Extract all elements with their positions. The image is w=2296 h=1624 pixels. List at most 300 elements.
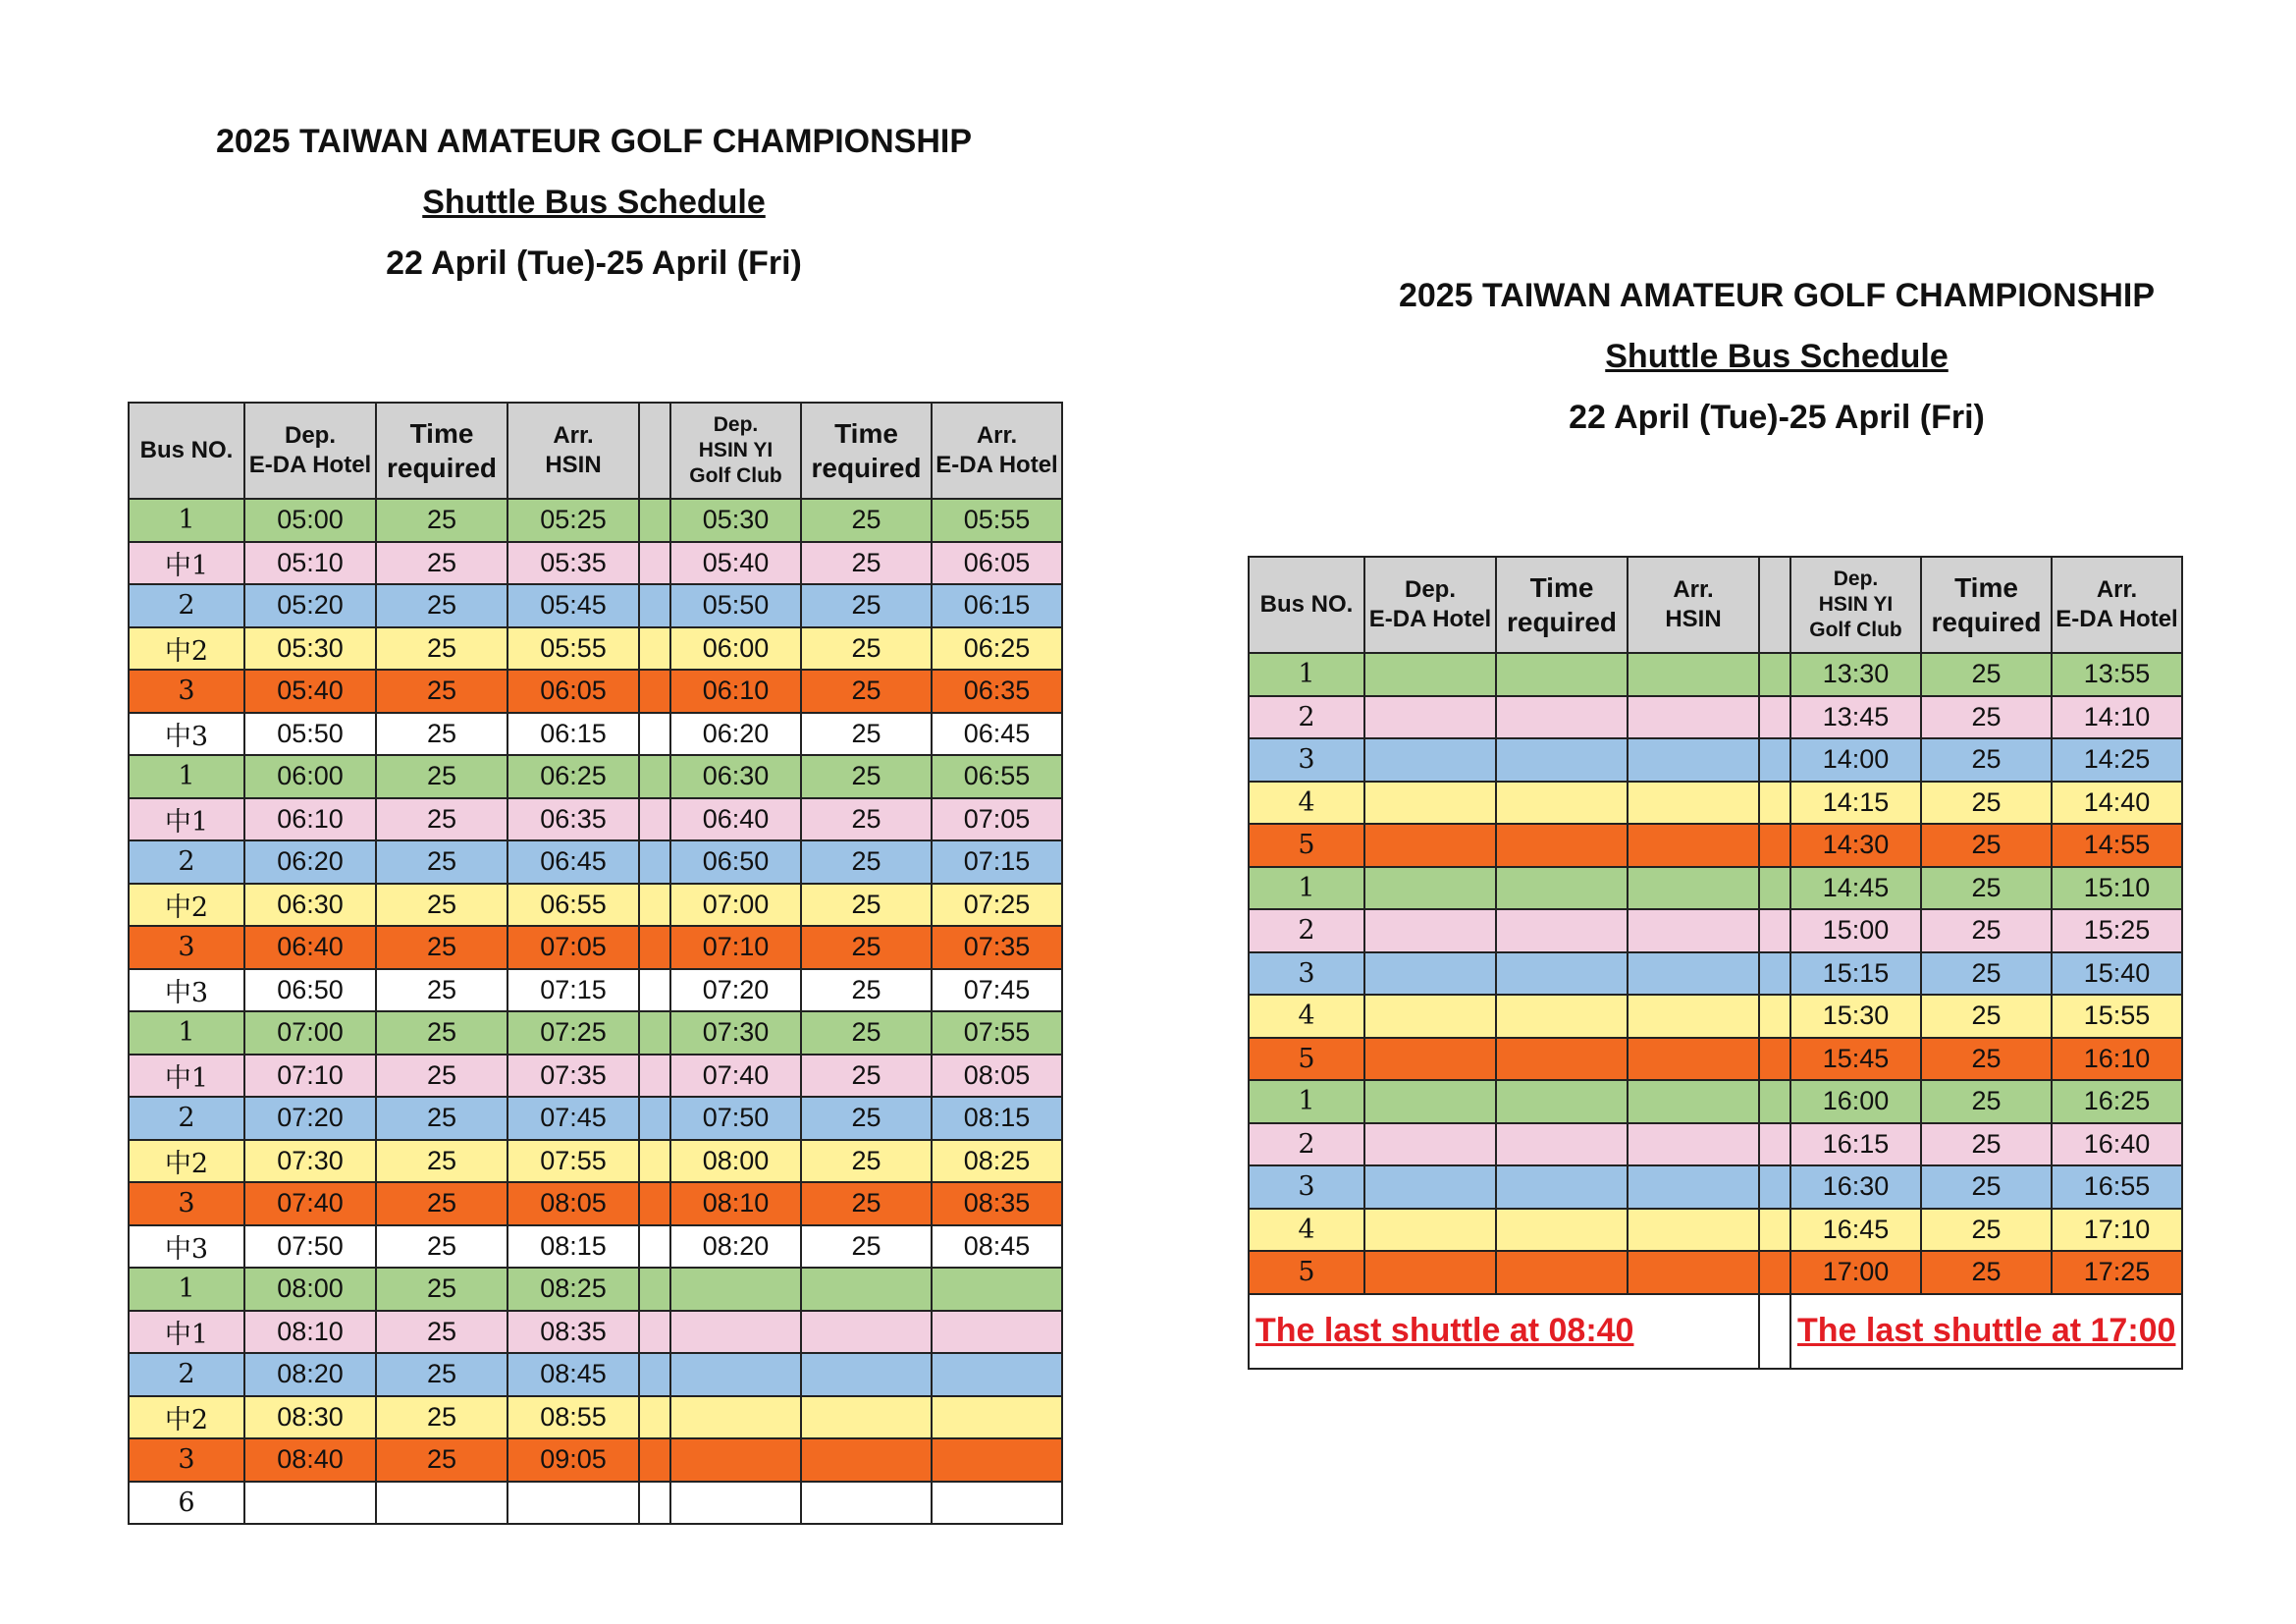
header-dep-hsinyi: Dep. HSIN YI Golf Club [1790,557,1921,653]
arr-eda-cell: 14:55 [2052,824,2182,867]
header-arr-hsin: Arr. HSIN [507,403,639,499]
arr-eda-cell: 07:55 [932,1011,1062,1055]
time-required-cell [1496,738,1628,782]
spacer-cell [639,969,670,1012]
time-required-return-cell: 25 [801,798,932,841]
arr-eda-cell: 07:25 [932,884,1062,927]
dep-hsinyi-cell [670,1353,801,1396]
bus-number-cell: 2 [129,1097,244,1140]
timetable-left [128,402,1063,1525]
time-required-cell: 25 [376,584,507,627]
spacer-cell [1759,782,1790,825]
dep-hsinyi-cell: 08:10 [670,1182,801,1225]
bus-number-cell: 3 [129,670,244,713]
time-required-return-cell: 25 [1921,1080,2052,1123]
table-row [1249,738,2182,782]
header-arr-eda: Arr. E-DA Hotel [2052,557,2182,653]
dep-eda-cell: 06:00 [244,755,376,798]
time-required-return-cell: 25 [801,584,932,627]
table-row [129,1482,1062,1525]
header-dep-eda: Dep. E-DA Hotel [1364,557,1496,653]
arr-hsin-cell: 05:45 [507,584,639,627]
arr-eda-cell: 15:55 [2052,995,2182,1038]
title-block-left [54,111,1134,294]
bus-number-cell: 4 [1249,995,1364,1038]
dep-eda-cell: 06:40 [244,926,376,969]
arr-eda-cell: 07:15 [932,840,1062,884]
arr-eda-cell: 07:05 [932,798,1062,841]
header-bus-no: Bus NO. [129,403,244,499]
bus-number-cell: 1 [129,1011,244,1055]
time-required-cell: 25 [376,542,507,585]
bus-number-cell: 3 [129,926,244,969]
dep-hsinyi-cell [670,1268,801,1311]
dep-eda-cell: 06:10 [244,798,376,841]
time-required-cell [1496,1080,1628,1123]
table-row [129,1182,1062,1225]
dep-hsinyi-cell [670,1482,801,1525]
time-required-return-cell: 25 [801,1011,932,1055]
table-row [1249,1038,2182,1081]
arr-hsin-cell [1628,1165,1759,1209]
time-required-return-cell: 25 [801,969,932,1012]
time-required-cell: 25 [376,713,507,756]
arr-hsin-cell [1628,653,1759,696]
dep-hsinyi-cell: 07:20 [670,969,801,1012]
time-required-cell [1496,867,1628,910]
dep-eda-cell: 08:10 [244,1311,376,1354]
arr-eda-cell: 06:55 [932,755,1062,798]
dep-eda-cell: 08:20 [244,1353,376,1396]
dep-eda-cell: 06:20 [244,840,376,884]
time-required-return-cell: 25 [1921,867,2052,910]
bus-number-cell: 中3 [129,1225,244,1269]
date-range: 22 April (Tue)-25 April (Fri) [1569,399,1985,436]
arr-hsin-cell [1628,1038,1759,1081]
arr-hsin-cell [1628,1209,1759,1252]
header-row [1249,557,2182,653]
spacer-cell [639,1353,670,1396]
spacer-cell [639,798,670,841]
time-required-return-cell: 25 [801,926,932,969]
time-required-return-cell: 25 [801,884,932,927]
arr-eda-cell: 06:05 [932,542,1062,585]
time-required-cell: 25 [376,1353,507,1396]
time-required-return-cell [801,1438,932,1482]
time-required-return-cell [801,1482,932,1525]
time-required-return-cell: 25 [801,1097,932,1140]
dep-hsinyi-cell: 05:30 [670,499,801,542]
arr-hsin-cell: 08:05 [507,1182,639,1225]
dep-hsinyi-cell: 07:40 [670,1055,801,1098]
dep-hsinyi-cell: 15:45 [1790,1038,1921,1081]
table-row [129,584,1062,627]
time-required-return-cell [801,1311,932,1354]
dep-eda-cell [244,1482,376,1525]
table-row [1249,952,2182,996]
time-required-cell: 25 [376,670,507,713]
table-row [129,542,1062,585]
arr-hsin-cell: 06:15 [507,713,639,756]
table-row [1249,782,2182,825]
bus-number-cell: 中3 [129,713,244,756]
dep-eda-cell [1364,867,1496,910]
table-row [129,840,1062,884]
spacer-cell [639,755,670,798]
dep-hsinyi-cell: 13:45 [1790,696,1921,739]
time-required-cell [1496,995,1628,1038]
arr-eda-cell: 13:55 [2052,653,2182,696]
arr-eda-cell: 06:35 [932,670,1062,713]
arr-eda-cell: 08:35 [932,1182,1062,1225]
dep-hsinyi-cell: 06:50 [670,840,801,884]
arr-hsin-cell: 07:55 [507,1140,639,1183]
table-row [129,1311,1062,1354]
arr-hsin-cell [1628,867,1759,910]
time-required-cell [1496,824,1628,867]
table-row [129,670,1062,713]
dep-hsinyi-cell: 06:40 [670,798,801,841]
arr-hsin-cell [1628,782,1759,825]
dep-eda-cell: 05:50 [244,713,376,756]
time-required-return-cell: 25 [801,627,932,671]
time-required-return-cell: 25 [801,542,932,585]
dep-hsinyi-cell: 14:30 [1790,824,1921,867]
arr-hsin-cell: 06:45 [507,840,639,884]
arr-hsin-cell [507,1482,639,1525]
spacer-cell [1759,1251,1790,1294]
spacer-cell [639,1482,670,1525]
arr-hsin-cell [1628,824,1759,867]
dep-hsinyi-cell: 16:45 [1790,1209,1921,1252]
event-title: 2025 TAIWAN AMATEUR GOLF CHAMPIONSHIP [1398,277,2156,314]
spacer-cell [1759,653,1790,696]
arr-eda-cell: 08:25 [932,1140,1062,1183]
time-required-cell [1496,1251,1628,1294]
bus-number-cell: 中2 [129,627,244,671]
dep-hsinyi-cell [670,1438,801,1482]
table-row [129,1140,1062,1183]
spacer-cell [639,884,670,927]
spacer-cell [639,1011,670,1055]
spacer-cell [639,1311,670,1354]
table-row [129,1268,1062,1311]
arr-hsin-cell: 07:25 [507,1011,639,1055]
spacer-cell [1759,696,1790,739]
arr-hsin-cell [1628,909,1759,952]
dep-eda-cell: 07:10 [244,1055,376,1098]
time-required-cell: 25 [376,1225,507,1269]
table-row [129,926,1062,969]
header-time-required: Time required [1496,557,1628,653]
bus-number-cell: 1 [1249,867,1364,910]
dep-hsinyi-cell: 06:10 [670,670,801,713]
dep-hsinyi-cell: 17:00 [1790,1251,1921,1294]
dep-eda-cell [1364,1209,1496,1252]
dep-eda-cell [1364,909,1496,952]
arr-eda-cell: 06:45 [932,713,1062,756]
spacer-cell [1759,738,1790,782]
bus-number-cell: 2 [129,1353,244,1396]
table-row [129,884,1062,927]
header-arr-hsin: Arr. HSIN [1628,557,1759,653]
arr-hsin-cell: 08:55 [507,1396,639,1439]
time-required-cell [1496,952,1628,996]
bus-number-cell: 中1 [129,798,244,841]
event-title: 2025 TAIWAN AMATEUR GOLF CHAMPIONSHIP [215,123,973,160]
arr-eda-cell: 14:40 [2052,782,2182,825]
bus-number-cell: 中1 [129,1311,244,1354]
arr-hsin-cell [1628,1080,1759,1123]
dep-eda-cell: 08:00 [244,1268,376,1311]
arr-hsin-cell: 06:35 [507,798,639,841]
bus-number-cell: 1 [129,1268,244,1311]
bus-number-cell: 1 [129,755,244,798]
time-required-cell [376,1482,507,1525]
spacer-cell [639,499,670,542]
last-shuttle-spacer [1759,1294,1790,1369]
arr-eda-cell: 06:15 [932,584,1062,627]
last-shuttle-outbound: The last shuttle at 08:40 [1249,1294,1759,1369]
spacer-cell [639,1225,670,1269]
time-required-return-cell [801,1396,932,1439]
time-required-return-cell: 25 [801,1225,932,1269]
dep-eda-cell: 08:40 [244,1438,376,1482]
arr-eda-cell: 06:25 [932,627,1062,671]
bus-number-cell: 6 [129,1482,244,1525]
header-time-required-return: Time required [801,403,932,499]
dep-eda-cell: 05:10 [244,542,376,585]
spacer-cell [1759,1209,1790,1252]
dep-hsinyi-cell: 06:30 [670,755,801,798]
arr-eda-cell: 15:10 [2052,867,2182,910]
schedule-subtitle: Shuttle Bus Schedule [422,184,766,221]
spacer-cell [1759,824,1790,867]
time-required-return-cell: 25 [1921,995,2052,1038]
header-spacer [639,403,670,499]
bus-number-cell: 5 [1249,1038,1364,1081]
table-row [129,1396,1062,1439]
header-dep-hsinyi: Dep. HSIN YI Golf Club [670,403,801,499]
bus-number-cell: 1 [1249,653,1364,696]
dep-hsinyi-cell: 06:20 [670,713,801,756]
time-required-return-cell: 25 [1921,738,2052,782]
dep-eda-cell: 06:50 [244,969,376,1012]
bus-number-cell: 2 [1249,909,1364,952]
spacer-cell [1759,1038,1790,1081]
table-row [129,1438,1062,1482]
dep-eda-cell: 07:30 [244,1140,376,1183]
arr-eda-cell: 07:35 [932,926,1062,969]
dep-hsinyi-cell: 15:15 [1790,952,1921,996]
bus-number-cell: 3 [1249,1165,1364,1209]
arr-eda-cell: 16:55 [2052,1165,2182,1209]
arr-hsin-cell: 08:15 [507,1225,639,1269]
spacer-cell [1759,995,1790,1038]
time-required-return-cell: 25 [1921,782,2052,825]
dep-hsinyi-cell: 15:00 [1790,909,1921,952]
time-required-return-cell: 25 [801,713,932,756]
arr-eda-cell: 17:10 [2052,1209,2182,1252]
arr-hsin-cell: 07:35 [507,1055,639,1098]
dep-hsinyi-cell: 13:30 [1790,653,1921,696]
bus-number-cell: 中2 [129,884,244,927]
spacer-cell [639,670,670,713]
table-row [1249,1209,2182,1252]
time-required-return-cell: 25 [1921,1165,2052,1209]
arr-hsin-cell: 05:55 [507,627,639,671]
time-required-return-cell: 25 [1921,824,2052,867]
arr-hsin-cell [1628,738,1759,782]
table-row [1249,1165,2182,1209]
time-required-cell [1496,696,1628,739]
time-required-cell [1496,782,1628,825]
date-range: 22 April (Tue)-25 April (Fri) [386,244,802,282]
time-required-cell: 25 [376,627,507,671]
arr-eda-cell: 08:45 [932,1225,1062,1269]
spacer-cell [639,542,670,585]
table-row [129,627,1062,671]
arr-eda-cell: 17:25 [2052,1251,2182,1294]
spacer-cell [639,1182,670,1225]
spacer-cell [639,584,670,627]
dep-eda-cell [1364,952,1496,996]
arr-eda-cell: 15:25 [2052,909,2182,952]
spacer-cell [639,1268,670,1311]
dep-eda-cell: 07:20 [244,1097,376,1140]
last-shuttle-return: The last shuttle at 17:00 [1790,1294,2182,1369]
header-bus-no: Bus NO. [1249,557,1364,653]
dep-eda-cell [1364,782,1496,825]
time-required-cell: 25 [376,884,507,927]
spacer-cell [639,926,670,969]
arr-hsin-cell: 07:45 [507,1097,639,1140]
time-required-cell: 25 [376,1182,507,1225]
arr-eda-cell [932,1311,1062,1354]
arr-eda-cell: 15:40 [2052,952,2182,996]
bus-number-cell: 2 [1249,1123,1364,1166]
dep-hsinyi-cell: 14:00 [1790,738,1921,782]
bus-number-cell: 中1 [129,1055,244,1098]
arr-hsin-cell: 07:05 [507,926,639,969]
arr-eda-cell: 07:45 [932,969,1062,1012]
arr-eda-cell [932,1438,1062,1482]
dep-eda-cell: 07:00 [244,1011,376,1055]
arr-hsin-cell: 05:35 [507,542,639,585]
table-row [1249,696,2182,739]
table-row [1249,995,2182,1038]
time-required-return-cell: 25 [1921,1251,2052,1294]
spacer-cell [639,627,670,671]
time-required-cell: 25 [376,926,507,969]
table-row [129,499,1062,542]
time-required-cell: 25 [376,1140,507,1183]
table-row [1249,1251,2182,1294]
time-required-cell: 25 [376,1055,507,1098]
dep-eda-cell [1364,1123,1496,1166]
dep-eda-cell [1364,1080,1496,1123]
arr-hsin-cell: 06:55 [507,884,639,927]
spacer-cell [639,1097,670,1140]
bus-number-cell: 1 [1249,1080,1364,1123]
arr-hsin-cell: 08:45 [507,1353,639,1396]
dep-eda-cell: 07:40 [244,1182,376,1225]
bus-number-cell: 3 [129,1438,244,1482]
arr-eda-cell [932,1268,1062,1311]
dep-eda-cell [1364,696,1496,739]
time-required-return-cell: 25 [801,670,932,713]
time-required-cell [1496,909,1628,952]
time-required-return-cell: 25 [1921,1123,2052,1166]
time-required-return-cell: 25 [801,1182,932,1225]
arr-hsin-cell: 06:25 [507,755,639,798]
spacer-cell [639,713,670,756]
header-row [129,403,1062,499]
arr-hsin-cell [1628,1251,1759,1294]
spacer-cell [1759,909,1790,952]
time-required-return-cell: 25 [1921,909,2052,952]
arr-eda-cell: 14:10 [2052,696,2182,739]
time-required-cell: 25 [376,840,507,884]
bus-number-cell: 4 [1249,782,1364,825]
time-required-return-cell: 25 [801,499,932,542]
arr-eda-cell: 16:10 [2052,1038,2182,1081]
dep-hsinyi-cell [670,1396,801,1439]
bus-number-cell: 4 [1249,1209,1364,1252]
dep-eda-cell [1364,824,1496,867]
table-row [129,1011,1062,1055]
bus-number-cell: 2 [129,584,244,627]
dep-eda-cell: 05:40 [244,670,376,713]
dep-hsinyi-cell: 16:15 [1790,1123,1921,1166]
dep-hsinyi-cell: 08:00 [670,1140,801,1183]
time-required-return-cell: 25 [1921,1038,2052,1081]
time-required-cell: 25 [376,798,507,841]
bus-number-cell: 5 [1249,824,1364,867]
header-arr-eda: Arr. E-DA Hotel [932,403,1062,499]
table-row [129,1097,1062,1140]
header-spacer [1759,557,1790,653]
bus-number-cell: 3 [1249,952,1364,996]
time-required-return-cell [801,1268,932,1311]
dep-eda-cell [1364,653,1496,696]
arr-hsin-cell: 07:15 [507,969,639,1012]
title-block-right [1237,265,2296,448]
time-required-cell [1496,653,1628,696]
bus-number-cell: 1 [129,499,244,542]
dep-hsinyi-cell: 07:30 [670,1011,801,1055]
arr-hsin-cell: 08:35 [507,1311,639,1354]
time-required-cell: 25 [376,1097,507,1140]
arr-eda-cell [932,1353,1062,1396]
bus-number-cell: 5 [1249,1251,1364,1294]
arr-eda-cell [932,1482,1062,1525]
time-required-return-cell: 25 [1921,952,2052,996]
spacer-cell [639,1055,670,1098]
time-required-return-cell: 25 [801,755,932,798]
table-row [1249,653,2182,696]
dep-hsinyi-cell: 16:30 [1790,1165,1921,1209]
dep-eda-cell [1364,995,1496,1038]
table-row [129,713,1062,756]
table-row [129,755,1062,798]
arr-hsin-cell [1628,1123,1759,1166]
last-shuttle-row [1249,1294,2182,1369]
time-required-return-cell: 25 [801,1055,932,1098]
arr-hsin-cell: 06:05 [507,670,639,713]
spacer-cell [1759,867,1790,910]
arr-eda-cell: 08:05 [932,1055,1062,1098]
